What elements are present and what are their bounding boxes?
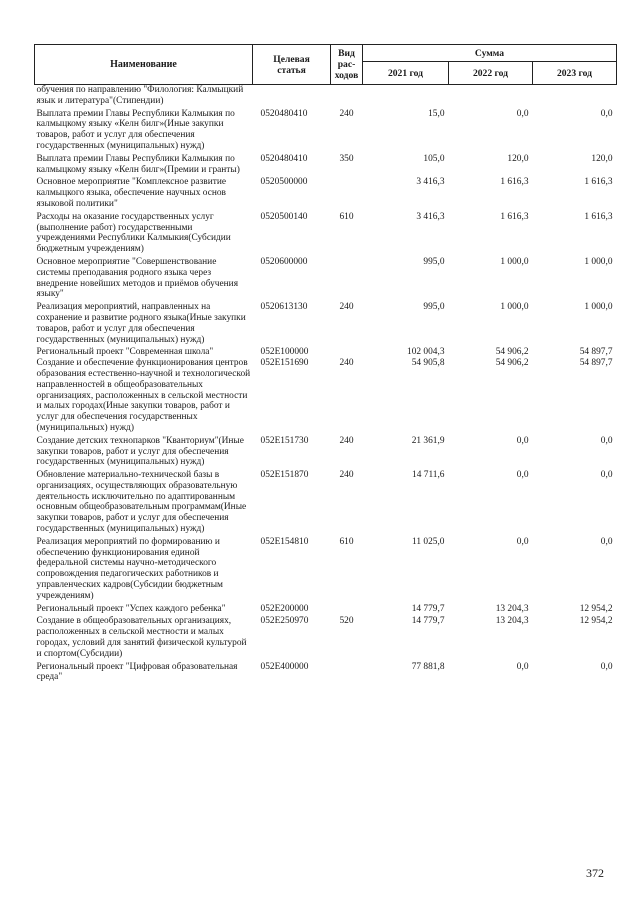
table-row bbox=[35, 109, 617, 154]
row-2023: 1 000,0 bbox=[584, 302, 613, 313]
row-2022: 13 204,3 bbox=[495, 603, 529, 614]
row-code: 052E400000 bbox=[260, 661, 309, 672]
row-type: 610 bbox=[339, 536, 354, 547]
table-row bbox=[35, 616, 617, 661]
row-2022: 0,0 bbox=[516, 435, 529, 446]
row-type bbox=[331, 662, 363, 686]
table-row bbox=[35, 154, 617, 178]
row-name: Региональный проект "Цифровая образовательная среда" bbox=[36, 661, 238, 683]
row-name: Создание и обеспечение функционирования центров образования естественно-научной и технологической направленностей в общеобразовательных организациях, расположенных в сельской местности и малых городах(Иные закупки товаров, работ и услуг для обеспечения государственных (муниципальных) нужд) bbox=[36, 358, 251, 433]
row-2021: 102 004,3 bbox=[407, 347, 445, 358]
page-number: 372 bbox=[586, 866, 604, 880]
row-code: 052E151690 bbox=[260, 358, 309, 369]
row-type: 520 bbox=[339, 616, 354, 627]
row-2023: 0,0 bbox=[600, 108, 613, 119]
header-target-line1: Целевая bbox=[273, 53, 310, 65]
row-code: 0520500000 bbox=[260, 177, 308, 188]
header-name: Наименование bbox=[35, 45, 253, 85]
row-2023: 1 000,0 bbox=[584, 256, 613, 267]
row-name: Обновление материально-технической базы в организациях, осуществляющих образовательную деятельность исключительно по адаптированным основным общеобразовательным программам(Иные закупки товаров, работ и услуг для обеспечения государственных (муниципальных) нужд) bbox=[36, 470, 247, 535]
header-year-2021: 2021 год bbox=[363, 62, 449, 85]
row-2022: 54 906,2 bbox=[495, 358, 529, 369]
header-year-2022: 2022 год bbox=[449, 62, 533, 85]
row-type bbox=[331, 85, 363, 109]
table-row bbox=[35, 604, 617, 617]
header-type-line3: ходов bbox=[334, 70, 359, 81]
row-type: 240 bbox=[339, 358, 354, 369]
row-code: 052E250970 bbox=[260, 616, 309, 627]
table-row bbox=[35, 177, 617, 211]
row-2022: 1 000,0 bbox=[500, 302, 529, 313]
row-2022: 1 000,0 bbox=[500, 256, 529, 267]
row-2021: 105,0 bbox=[423, 153, 445, 164]
row-2021: 11 025,0 bbox=[412, 536, 445, 547]
row-name: Реализация мероприятий по формированию и обеспечению функционирования единой федеральной системы научно-методического сопровождения педагогических работников и управленческих кадров(Субсидии бюджетным учреждениям) bbox=[36, 536, 223, 601]
row-code: 052E151730 bbox=[260, 435, 309, 446]
row-type: 350 bbox=[339, 153, 354, 164]
header-target-line2: статья bbox=[277, 64, 306, 76]
row-2022: 0,0 bbox=[516, 470, 529, 481]
budget-table-sheet bbox=[34, 44, 616, 685]
row-type: 240 bbox=[339, 435, 354, 446]
row-2021: 54 905,8 bbox=[411, 358, 445, 369]
row-name: Региональный проект "Современная школа" bbox=[36, 347, 214, 358]
row-type: 240 bbox=[339, 302, 354, 313]
row-2023: 54 897,7 bbox=[579, 358, 613, 369]
row-code: 052E200000 bbox=[260, 603, 309, 614]
row-code: 0520600000 bbox=[260, 256, 308, 267]
row-2022: 0,0 bbox=[516, 661, 529, 672]
row-code: 0520500140 bbox=[260, 211, 308, 222]
row-2021: 995,0 bbox=[423, 256, 445, 267]
header-target-article bbox=[253, 45, 331, 85]
row-2021: 15,0 bbox=[428, 108, 445, 119]
row-2023: 1 616,3 bbox=[584, 211, 613, 222]
row-type bbox=[331, 257, 363, 302]
header-expense-type bbox=[331, 45, 363, 85]
row-2022: 13 204,3 bbox=[495, 616, 529, 627]
row-2021: 3 416,3 bbox=[416, 211, 445, 222]
row-name: обучения по направлению "Филология: Калмыцкий язык и литература"(Стипендии) bbox=[36, 85, 244, 106]
row-type: 240 bbox=[339, 108, 354, 119]
row-2022: 0,0 bbox=[516, 536, 529, 547]
row-code: 052E151870 bbox=[260, 470, 309, 481]
row-2022: 120,0 bbox=[507, 153, 529, 164]
row-2023: 1 616,3 bbox=[584, 177, 613, 188]
row-2022: 54 906,2 bbox=[495, 347, 529, 358]
row-2021: 14 779,7 bbox=[411, 616, 445, 627]
table-row bbox=[35, 537, 617, 604]
row-code: 052E154810 bbox=[260, 536, 309, 547]
row-2021: 995,0 bbox=[423, 302, 445, 313]
table-row bbox=[35, 212, 617, 257]
budget-table bbox=[34, 44, 617, 685]
row-2021: 77 881,8 bbox=[411, 661, 445, 672]
row-name: Создание в общеобразовательных организациях, расположенных в сельской местности и малых городах, условий для занятий физической культурой и спортом(Субсидии) bbox=[36, 616, 247, 659]
row-2021: 14 779,7 bbox=[411, 603, 445, 614]
row-code: 0520480410 bbox=[260, 108, 308, 119]
row-name: Создание детских технопарков "Кванториум"(Иные закупки товаров, работ и услуг для обеспечения государственных (муниципальных) нужд) bbox=[36, 435, 244, 468]
row-2023: 0,0 bbox=[600, 435, 613, 446]
row-2023: 12 954,2 bbox=[579, 616, 613, 627]
row-type bbox=[331, 604, 363, 617]
row-type bbox=[331, 347, 363, 358]
header-year-2023: 2023 год bbox=[533, 62, 617, 85]
table-row bbox=[35, 302, 617, 347]
row-2022: 0,0 bbox=[516, 108, 529, 119]
row-code: 0520613130 bbox=[260, 302, 308, 313]
row-name: Основное мероприятие "Совершенствование системы преподавания родного языка через внедрение новейших методов и приёмов обучения языку" bbox=[36, 256, 239, 300]
table-row bbox=[35, 662, 617, 686]
row-type bbox=[331, 177, 363, 211]
row-2021 bbox=[363, 85, 449, 109]
row-2023: 0,0 bbox=[600, 470, 613, 481]
row-2023: 0,0 bbox=[600, 661, 613, 672]
table-row bbox=[35, 257, 617, 302]
header-sum: Сумма bbox=[363, 45, 617, 62]
row-name: Выплата премии Главы Республики Калмыкия по калмыцкому языку «Келн билг»(Иные закупки товаров, работ и услуг для обеспечения государственных (муниципальных) нужд) bbox=[36, 108, 235, 151]
row-2022 bbox=[449, 85, 533, 109]
header-type-line2: рас- bbox=[337, 59, 356, 70]
row-name: Расходы на оказание государственных услуг (выполнение работ) государственными учреждениями Республики Калмыкия(Субсидии бюджетным учреждениям) bbox=[36, 211, 231, 255]
row-2023: 0,0 bbox=[600, 536, 613, 547]
row-2023: 12 954,2 bbox=[579, 603, 613, 614]
row-2021: 14 711,6 bbox=[412, 470, 445, 481]
row-2023: 54 897,7 bbox=[579, 347, 613, 358]
row-2023 bbox=[533, 85, 617, 109]
row-code bbox=[253, 85, 331, 109]
row-name: Основное мероприятие "Комплексное развитие калмыцкого языка, обеспечение научных основ языковой политики" bbox=[36, 177, 226, 209]
row-2023: 120,0 bbox=[591, 153, 613, 164]
row-2022: 1 616,3 bbox=[500, 177, 529, 188]
row-type: 240 bbox=[339, 470, 354, 481]
table-row bbox=[35, 358, 617, 436]
row-code: 0520480410 bbox=[260, 153, 308, 164]
row-code: 052E100000 bbox=[260, 347, 309, 358]
row-name: Выплата премии Главы Республики Калмыкия по калмыцкому языку «Келн билг»(Премии и гранты) bbox=[36, 153, 240, 175]
row-2021: 21 361,9 bbox=[411, 435, 445, 446]
table-body bbox=[35, 85, 617, 686]
table-row bbox=[35, 470, 617, 537]
table-header bbox=[35, 45, 617, 85]
row-name: Реализация мероприятий, направленных на сохранение и развитие родного языка(Иные закупки товаров, работ и услуг для обеспечения государственных (муниципальных) нужд) bbox=[36, 302, 246, 345]
table-row bbox=[35, 347, 617, 358]
table-row bbox=[35, 85, 617, 109]
row-2021: 3 416,3 bbox=[416, 177, 445, 188]
row-2022: 1 616,3 bbox=[500, 211, 529, 222]
row-type: 610 bbox=[339, 211, 354, 222]
row-name: Региональный проект "Успех каждого ребенка" bbox=[36, 603, 226, 614]
table-row bbox=[35, 436, 617, 470]
header-type-line1: Вид bbox=[338, 48, 355, 59]
